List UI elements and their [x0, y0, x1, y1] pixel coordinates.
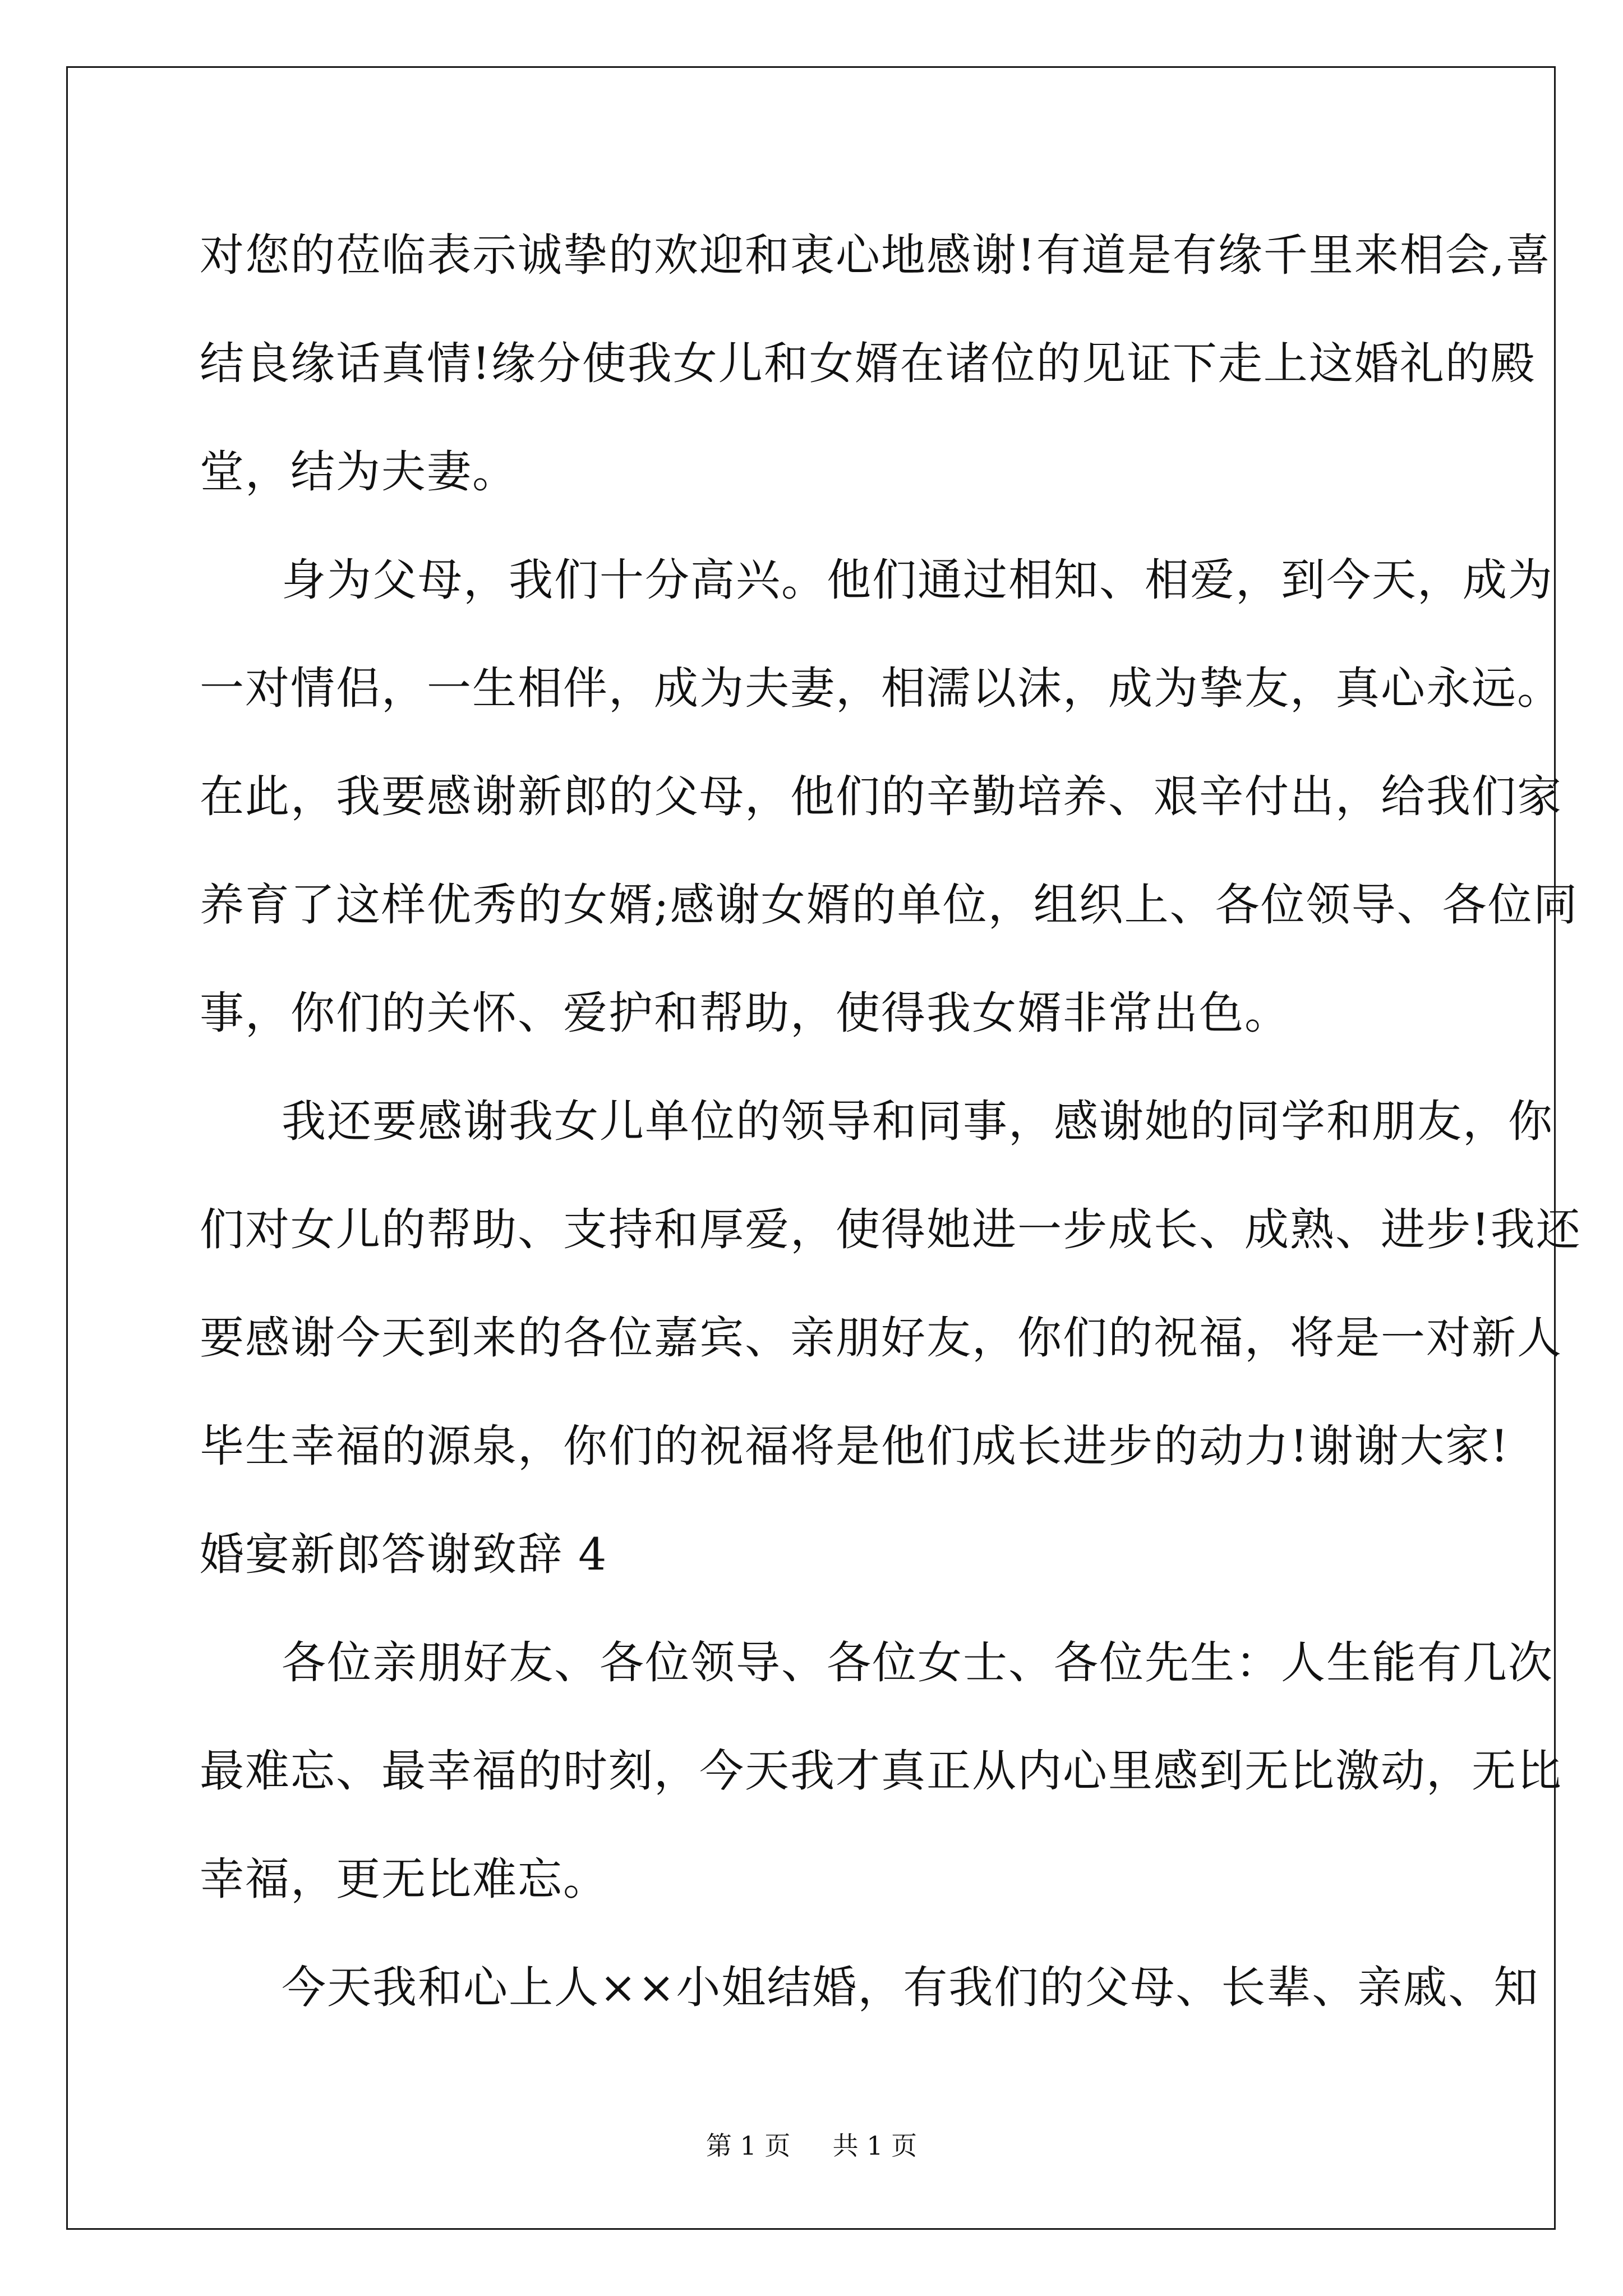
paragraph-line: 各位亲朋好友、各位领导、各位女士、各位先生：人生能有几次 [282, 1637, 1553, 1688]
paragraph-line: 对您的莅临表示诚挚的欢迎和衷心地感谢!有道是有缘千里来相会,喜 [200, 229, 1551, 281]
paragraph-line: 身为父母，我们十分高兴。他们通过相知、相爱，到今天，成为 [282, 554, 1553, 606]
paragraph-line: 幸福，更无比难忘。 [200, 1853, 608, 1905]
page-total: 共 1 页 [832, 2131, 917, 2161]
paragraph-line: 在此，我要感谢新郎的父母，他们的辛勤培养、艰辛付出，给我们家 [200, 771, 1562, 822]
page-number: 第 1 页 [706, 2131, 791, 2161]
paragraph-line: 养育了这样优秀的女婿;感谢女婿的单位，组织上、各位领导、各位同 [200, 879, 1579, 931]
paragraph-line: 要感谢今天到来的各位嘉宾、亲朋好友，你们的祝福，将是一对新人 [200, 1312, 1562, 1364]
paragraph-line: 最难忘、最幸福的时刻，今天我才真正从内心里感到无比激动，无比 [200, 1745, 1562, 1797]
paragraph-line: 毕生幸福的源泉，你们的祝福将是他们成长进步的动力!谢谢大家! [200, 1420, 1510, 1472]
paragraph-line: 事，你们的关怀、爱护和帮助，使得我女婿非常出色。 [200, 987, 1290, 1039]
document-body [200, 219, 1581, 2059]
paragraph-line: 今天我和心上人××小姐结婚，有我们的父母、长辈、亲戚、知 [282, 1962, 1539, 2013]
paragraph-line: 们对女儿的帮助、支持和厚爱，使得她进一步成长、成熟、进步!我还 [200, 1204, 1581, 1255]
paragraph-line: 堂，结为夫妻。 [200, 446, 518, 498]
paragraph-line: 一对情侣，一生相伴，成为夫妻，相濡以沫，成为挚友，真心永远。 [200, 662, 1562, 714]
paragraph-line: 我还要感谢我女儿单位的领导和同事，感谢她的同学和朋友，你 [282, 1096, 1553, 1147]
page-footer [0, 2129, 1623, 2162]
section-heading: 婚宴新郎答谢致辞 4 [200, 1529, 608, 1580]
paragraph-line: 结良缘话真情!缘分使我女儿和女婿在诸位的见证下走上这婚礼的殿 [200, 338, 1536, 389]
